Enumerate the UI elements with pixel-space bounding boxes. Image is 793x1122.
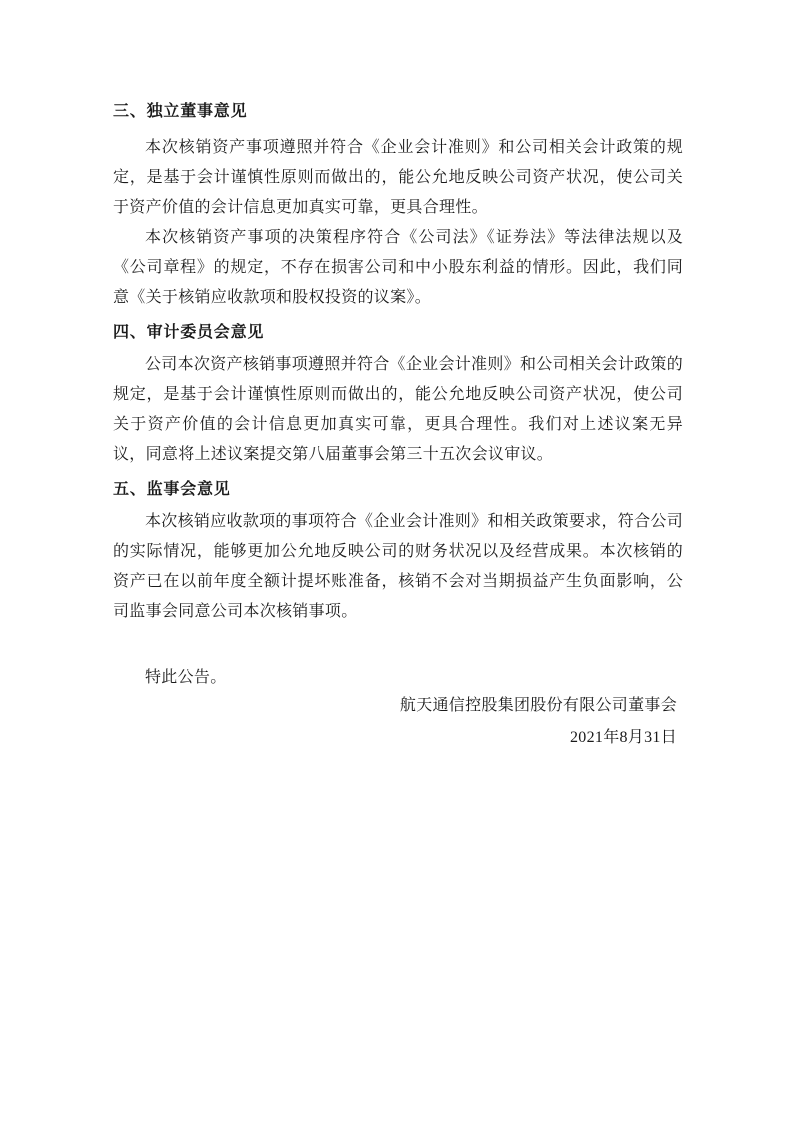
section-heading-audit-committee: 四、审计委员会意见 — [113, 324, 265, 341]
signature-company: 航天通信控股集团股份有限公司董事会 — [399, 697, 677, 714]
closing-notice: 特此公告。 — [145, 669, 227, 686]
section-heading-supervisory-board: 五、监事会意见 — [113, 481, 231, 498]
section-heading-independent-directors: 三、独立董事意见 — [113, 103, 248, 120]
closing-block — [113, 665, 683, 753]
paragraph-supervisory-board: 本次核销应收款项的事项符合《企业会计准则》和相关政策要求，符合公司的实际情况，能够更加公允地反映公司的财务状况以及经营成果。本次核销的资产已在以前年度全额计提坏账准备，核销不会对当期损益产生负面影响，公司监事会同意公司本次核销事项。 — [113, 513, 683, 620]
paragraph-independent-directors-1: 本次核销资产事项遵照并符合《企业会计准则》和公司相关会计政策的规定，是基于会计谨慎性原则而做出的，能公允地反映公司资产状况，使公司关于资产价值的会计信息更加真实可靠，更具合理性。 — [113, 139, 683, 216]
section-audit-committee-opinion — [113, 318, 683, 470]
paragraph-independent-directors-2: 本次核销资产事项的决策程序符合《公司法》《证券法》等法律法规以及《公司章程》的规定，不存在损害公司和中小股东利益的情形。因此，我们同意《关于核销应收款项和股权投资的议案》。 — [113, 229, 683, 306]
signature-date: 2021年8月31日 — [570, 729, 677, 746]
section-supervisory-board-opinion — [113, 475, 683, 627]
section-independent-directors-opinion — [113, 97, 683, 313]
paragraph-audit-committee: 公司本次资产核销事项遵照并符合《企业会计准则》和公司相关会计政策的规定，是基于会计谨慎性原则而做出的，能公允地反映公司资产状况，使公司关于资产价值的会计信息更加真实可靠，更具合理性。我们对上述议案无异议，同意将上述议案提交第八届董事会第三十五次会议审议。 — [113, 356, 683, 463]
